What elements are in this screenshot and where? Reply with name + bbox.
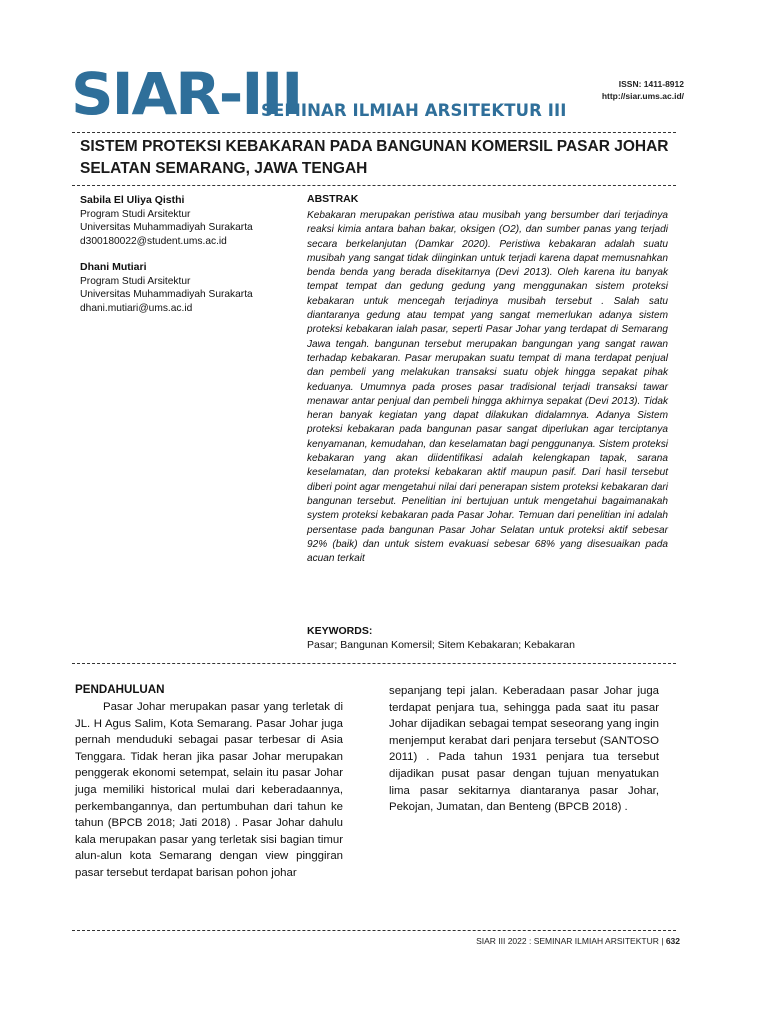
author-block [80, 194, 290, 248]
author-name: Sabila El Uliya Qisthi [80, 194, 185, 206]
author-email[interactable]: dhani.mutiari@ums.ac.id [80, 302, 193, 314]
author-university: Universitas Muhammadiyah Surakarta [80, 289, 253, 301]
author-name: Dhani Mutiari [80, 261, 147, 273]
intro-paragraph: Pasar Johar merupakan pasar yang terletak di JL. H Agus Salim, Kota Semarang. Pasar Johar juga pernah menduduki sebagai pasar terbesar di Asia Tenggara. Tidak heran jika pasar Johar merupakan penggerak ekonomi setempat, selain itu pasar Johar juga memiliki historical mulai dari keberadaannya, perkembangannya, dan pertumbuhan dari tahun ke tahun (BPCB 2018; Jati 2018) . Pasar Johar dahulu kala merupakan pasar yang terletak sisi bagian timur alun-alun kota Semarang dengan view pinggiran pasar tersebut terdapat barisan pohon johar [75, 701, 343, 879]
author-email[interactable]: d300180022@student.ums.ac.id [80, 235, 227, 247]
author-program: Program Studi Arsitektur [80, 209, 191, 221]
keywords-heading: KEYWORDS: [307, 625, 373, 637]
page-number: 632 [665, 936, 680, 946]
logo-subtitle: SEMINAR ILMIAH ARSITEKTUR III [261, 101, 567, 120]
body-column-right: sepanjang tepi jalan. Keberadaan pasar Johar juga terdapat penjara tua, sehingga pada saat itu pasar Johar dijadikan sebagai tempat seseorang yang ingin menjemput kerabat dari penjara tersebut (SANTOSO 2011) . Pada tahun 1931 penjara tua tersebut dijadikan pusat pasar dengan tujuan menyatukan lima pasar sekitarnya diantaranya pasar Johar, Pekojan, Jumatan, dan Benteng (BPCB 2018) . [389, 685, 659, 814]
page-footer [440, 936, 680, 946]
divider [72, 663, 676, 664]
author-university: Universitas Muhammadiyah Surakarta [80, 222, 253, 234]
issn-number: ISSN: 1411-8912 [618, 79, 684, 89]
author-block [80, 261, 290, 315]
siar-logo [71, 60, 567, 128]
abstract-heading: ABSTRAK [307, 193, 359, 205]
author-program: Program Studi Arsitektur [80, 276, 191, 288]
abstract-text: Kebakaran merupakan peristiwa atau musibah yang bersumber dari terjadinya reaksi kimia antara bahan bakar, oksigen (O2), dan sumber panas yang terjadi secara berkelanjutan (Damkar 2020). Peristiwa kebakaran adalah suatu musibah yang sangat tidak diinginkan untuk terjadi karena dapat memusnahkan benda benda yang berada disekitarnya (Devi 2013). Oleh karena itu banyak tempat tempat dan gedung gedung yang menggunakan sistem proteksi kebakaran untuk mencegah terjadinya musibah tersebut . Salah satu diantaranya gedung atau tempat yang sangat memerlukan adanya sistem proteksi kebakaran ialah pasar, seperti Pasar Johar yang terdapat di Semarang Jawa tengah. bangunan tersebut merupakan bangungan yang sangat rawan terhadap kebakaran. Pasar merupakan suatu tempat di mana terdapat penjual dan pembeli yang melakukan transaksi suatu objek hingga sepakat pihak keduanya. Umumnya pada proses pasar tradisional terjadi transaksi tawar menawar antar penjual dan pembeli hingga akhirnya sepakat (Devi 2013). Tidak heran banyak kegiatan yang dapat dilakukan didalamnya. Adanya Sistem proteksi kebakaran pada bangunan pasar sangat diperlukan agar terciptanya kenyamanan, kemudahan, dan keselamatan bagi penggunanya. Sistem proteksi kebakaran yang akan diidentifikasi adalah kelengkapan tapak, sarana keselamatan, dan proteksi kebakaran aktif maupun pasif. Dari hasil tersebut diberi point agar mengetahui nilai dari penerapan sistem proteksi kebakaran dari bangunan tersebut. Penelitian ini bertujuan untuk mengetahui bagaimanakah system proteksi kebakaran pada Pasar Johar. Temuan dari penelitian ini adalah persentase pada bangunan Pasar Johar Selatan untuk proteksi aktif sebesar 92% (baik) dan untuk sistem evakuasi sebesar 68% yang disesuaikan pada acuan terkait [307, 210, 668, 565]
divider [72, 930, 676, 931]
logo-text: SIAR-III [71, 60, 302, 128]
body-column-left [75, 699, 343, 882]
divider [72, 132, 676, 133]
journal-url[interactable]: http://siar.ums.ac.id/ [601, 91, 684, 101]
divider [72, 185, 676, 186]
footer-text: SIAR III 2022 : SEMINAR ILMIAH ARSITEKTUR | [476, 936, 664, 946]
journal-info [560, 78, 684, 102]
section-heading: PENDAHULUAN [75, 683, 165, 696]
keywords-text: Pasar; Bangunan Komersil; Sitem Kebakaran; Kebakaran [307, 639, 575, 651]
paper-title: SISTEM PROTEKSI KEBAKARAN PADA BANGUNAN KOMERSIL PASAR JOHAR SELATAN SEMARANG, JAWA TENGAH [80, 138, 669, 177]
